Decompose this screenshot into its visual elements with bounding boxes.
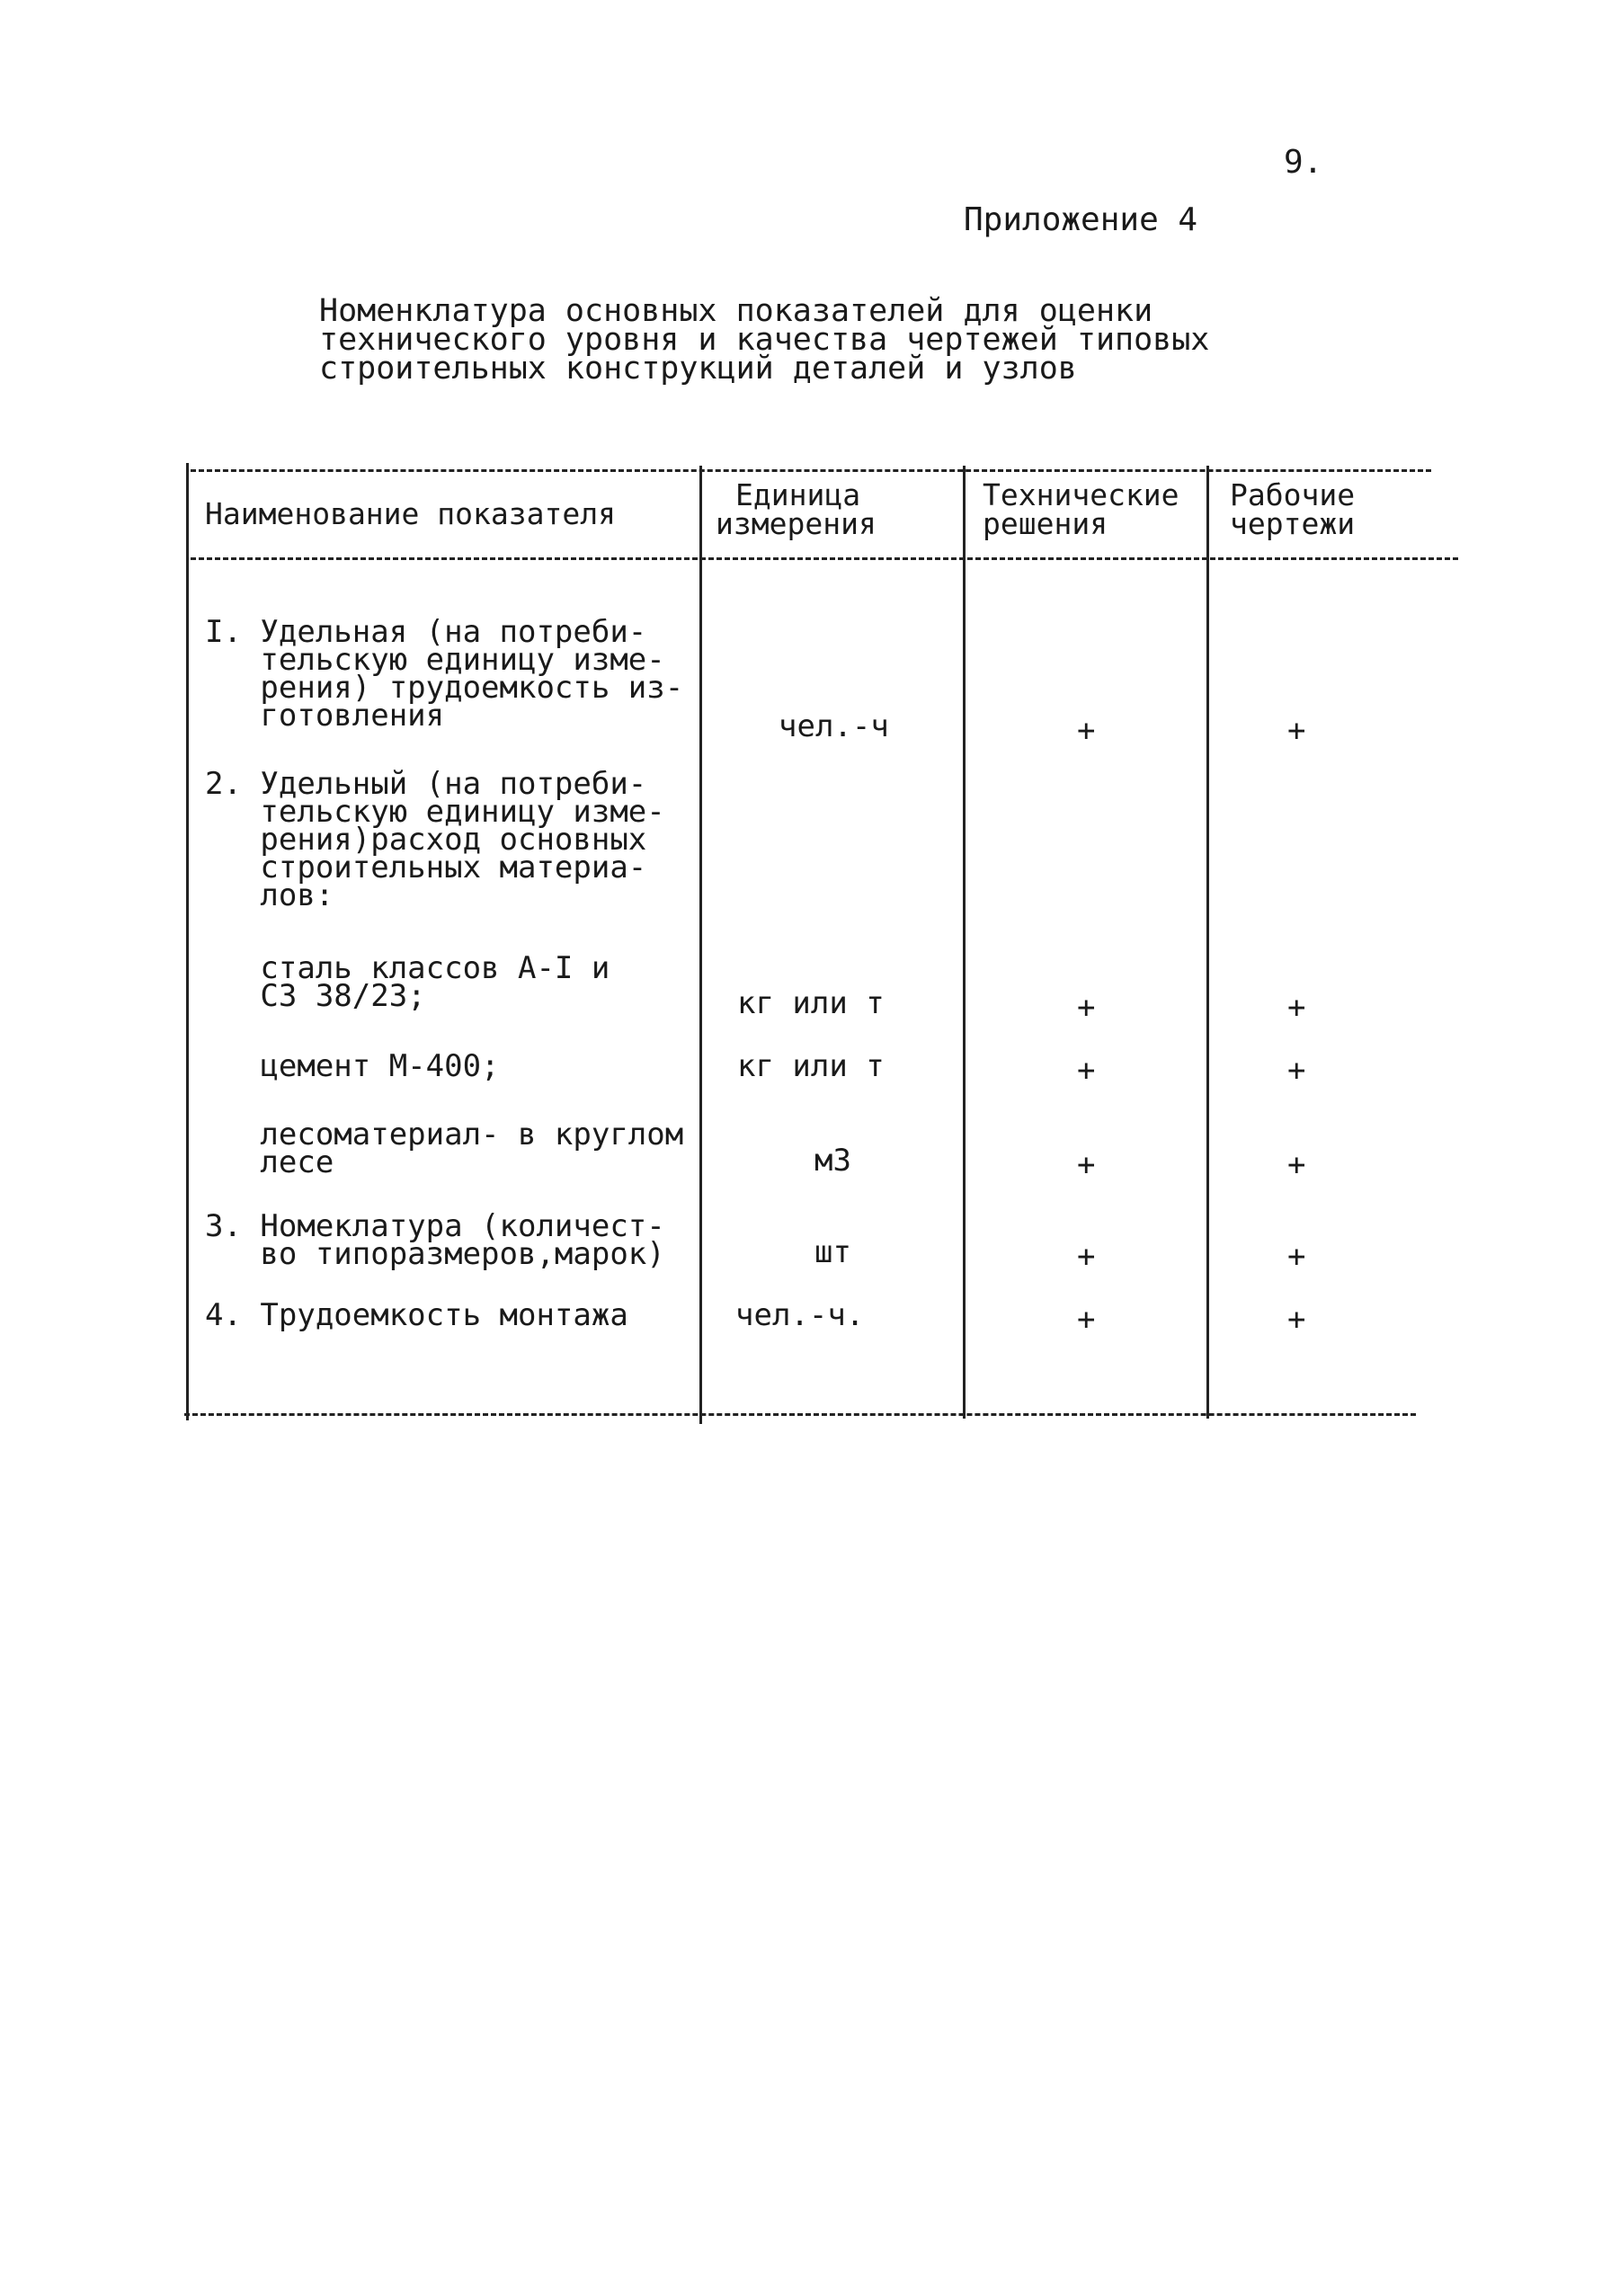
row-name-line: лесоматериал- в круглом (205, 1117, 684, 1152)
column-divider-unit (699, 466, 702, 1424)
row-name-line: I. Удельная (на потреби- (205, 614, 647, 650)
header-name: Наименование показателя (205, 496, 616, 531)
table-bottom-rule (184, 1413, 1416, 1416)
table-header-rule (191, 557, 1458, 560)
row-unit: кг или т (737, 1048, 885, 1084)
row-name-line: рения)расход основных (205, 822, 647, 858)
row-tech-mark: + (1077, 1053, 1096, 1089)
row-name-line: тельскую единицу изме- (205, 794, 665, 830)
row-unit: м3 (814, 1143, 851, 1179)
column-divider-tech (963, 466, 966, 1419)
appendix-label: Приложение 4 (964, 201, 1198, 238)
header-work-line-1: Рабочие (1230, 477, 1356, 512)
row-name-line: 4. Трудоемкость монтажа (205, 1297, 628, 1333)
row-name-line: СЗ 38/23; (205, 978, 426, 1014)
document-title-line-2: технического уровня и качества чертежей типовых (319, 322, 1210, 358)
row-tech-mark: + (1077, 1147, 1096, 1183)
header-tech-line-1: Технические (983, 477, 1179, 512)
header-unit-line-1: Единица (735, 477, 861, 512)
table-top-rule (191, 469, 1431, 472)
page-number: 9. (1284, 144, 1323, 181)
row-name-line: цемент М-400; (205, 1048, 500, 1084)
row-name-line: 3. Номеклатура (количест- (205, 1208, 665, 1244)
row-work-mark: + (1287, 1302, 1306, 1338)
row-tech-mark: + (1077, 990, 1096, 1026)
row-name-line: тельскую единицу изме- (205, 642, 665, 678)
row-work-mark: + (1287, 990, 1306, 1026)
row-work-mark: + (1287, 1147, 1306, 1183)
row-tech-mark: + (1077, 1302, 1096, 1338)
row-unit: шт (814, 1234, 851, 1270)
row-name-line: лов: (205, 877, 334, 913)
row-name-line: 2. Удельный (на потреби- (205, 766, 647, 802)
row-name-line: рения) трудоемкость из- (205, 670, 684, 706)
document-title-line-3: строительных конструкций деталей и узлов (319, 351, 1077, 387)
row-tech-mark: + (1077, 1239, 1096, 1275)
row-name-line: лесе (205, 1144, 334, 1180)
table-left-border (186, 463, 189, 1420)
row-work-mark: + (1287, 1053, 1306, 1089)
document-title-line-1: Номенклатура основных показателей для оценки (319, 293, 1153, 329)
row-unit: чел.-ч (779, 708, 889, 744)
row-unit: кг или т (737, 985, 885, 1021)
row-name-line: во типоразмеров,марок) (205, 1236, 665, 1272)
row-unit: чел.-ч. (735, 1297, 865, 1333)
row-tech-mark: + (1077, 713, 1096, 749)
row-work-mark: + (1287, 713, 1306, 749)
row-name-line: сталь классов А-I и (205, 950, 610, 986)
row-name-line: готовления (205, 698, 445, 734)
row-work-mark: + (1287, 1239, 1306, 1275)
row-name-line: строительных материа- (205, 850, 647, 885)
header-work-line-2: чертежи (1230, 506, 1356, 541)
column-divider-work (1206, 466, 1209, 1419)
header-unit-line-2: измерения (716, 506, 877, 541)
header-tech-line-2: решения (983, 506, 1108, 541)
